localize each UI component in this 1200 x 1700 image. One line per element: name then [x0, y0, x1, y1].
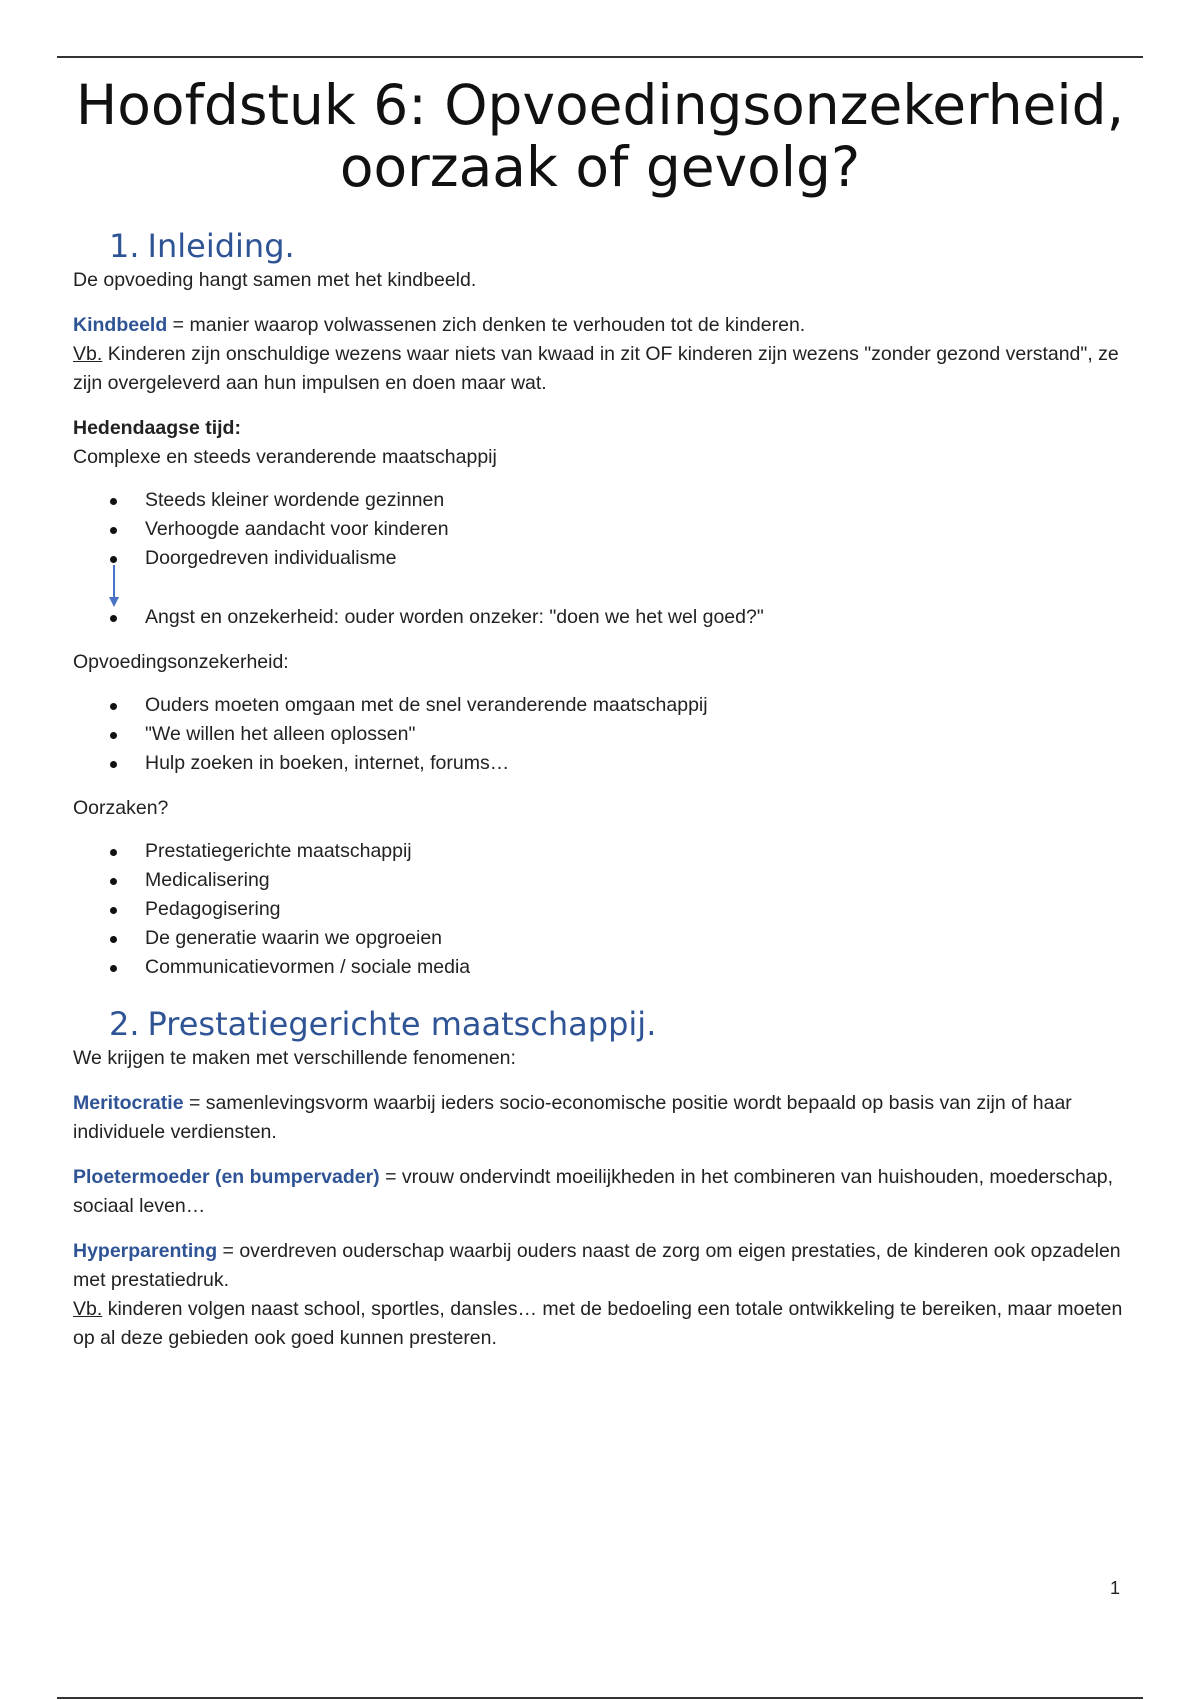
- bullet-icon: [110, 732, 117, 739]
- arrow-down-icon: [109, 565, 119, 609]
- definition-ploetermoeder: Ploetermoeder (en bumpervader) = vrouw ondervindt moeilijkheden in het combineren van huishouden, moederschap, sociaal leven…: [73, 1166, 1113, 1217]
- paragraph: Complexe en steeds veranderende maatschappij: [73, 446, 497, 468]
- bullet-list-hedendaags: [73, 486, 1133, 632]
- bullet-icon: [110, 498, 117, 505]
- list-item: Prestatiegerichte maatschappij: [73, 837, 1133, 866]
- definition-meritocratie: Meritocratie = samenlevingsvorm waarbij ieders socio-economische positie wordt bepaald op basis van zijn of haar individuele verdiensten.: [73, 1092, 1072, 1143]
- list-item: Pedagogisering: [73, 895, 1133, 924]
- bullet-list-oorzaken: [73, 837, 1133, 982]
- bullet-icon: [110, 761, 117, 768]
- example-paragraph: Vb. kinderen volgen naast school, sportles, dansles… met de bedoeling een totale ontwikkeling te bereiken, maar moeten op al deze gebieden ook goed kunnen presteren.: [73, 1298, 1123, 1349]
- bullet-icon: [110, 556, 117, 563]
- section-heading-inleiding: 1. Inleiding.: [109, 227, 295, 265]
- subheading-opvoedingsonzekerheid: Opvoedingsonzekerheid:: [73, 651, 289, 673]
- bullet-icon: [110, 965, 117, 972]
- paragraph: De opvoeding hangt samen met het kindbeeld.: [73, 269, 477, 291]
- list-item: Hulp zoeken in boeken, internet, forums…: [73, 749, 1133, 778]
- list-item: De generatie waarin we opgroeien: [73, 924, 1133, 953]
- section-heading-prestatiegerichte-maatschappij: 2. Prestatiegerichte maatschappij.: [109, 1005, 657, 1043]
- subheading-oorzaken: Oorzaken?: [73, 797, 169, 819]
- bullet-icon: [110, 849, 117, 856]
- bullet-icon: [110, 703, 117, 710]
- list-item: Doorgedreven individualisme: [73, 544, 1133, 573]
- bullet-icon: [110, 907, 117, 914]
- subheading-hedendaagse-tijd: Hedendaagse tijd:: [73, 417, 241, 439]
- paragraph: We krijgen te maken met verschillende fenomenen:: [73, 1047, 516, 1069]
- bullet-icon: [110, 615, 117, 622]
- bullet-icon: [110, 936, 117, 943]
- list-item: Ouders moeten omgaan met de snel veranderende maatschappij: [73, 691, 1133, 720]
- definition-hyperparenting: Hyperparenting = overdreven ouderschap waarbij ouders naast de zorg om eigen prestaties, de kinderen ook opzadelen met prestatiedruk.: [73, 1240, 1121, 1291]
- list-item: "We willen het alleen oplossen": [73, 720, 1133, 749]
- definition-kindbeeld: Kindbeeld = manier waarop volwassenen zich denken te verhouden tot de kinderen.: [73, 314, 806, 336]
- list-item: Communicatievormen / sociale media: [73, 953, 1133, 982]
- list-item: Verhoogde aandacht voor kinderen: [73, 515, 1133, 544]
- bullet-icon: [110, 878, 117, 885]
- bullet-icon: [110, 527, 117, 534]
- bottom-rule: [57, 1697, 1143, 1699]
- list-item: Steeds kleiner wordende gezinnen: [73, 486, 1133, 515]
- document-body: [73, 226, 1133, 1353]
- top-rule: [57, 56, 1143, 58]
- page-title: Hoofdstuk 6: Opvoedingsonzekerheid, oorzaak of gevolg?: [75, 73, 1125, 199]
- list-item: Angst en onzekerheid: ouder worden onzeker: "doen we het wel goed?": [73, 603, 1133, 632]
- example-paragraph: Vb. Kinderen zijn onschuldige wezens waar niets van kwaad in zit OF kinderen zijn wezens "zonder gezond verstand", ze zijn overgeleverd aan hun impulsen en doen maar wat.: [73, 343, 1119, 394]
- list-item: Medicalisering: [73, 866, 1133, 895]
- page-number: 1: [1110, 1578, 1121, 1598]
- bullet-list-onzekerheid: [73, 691, 1133, 778]
